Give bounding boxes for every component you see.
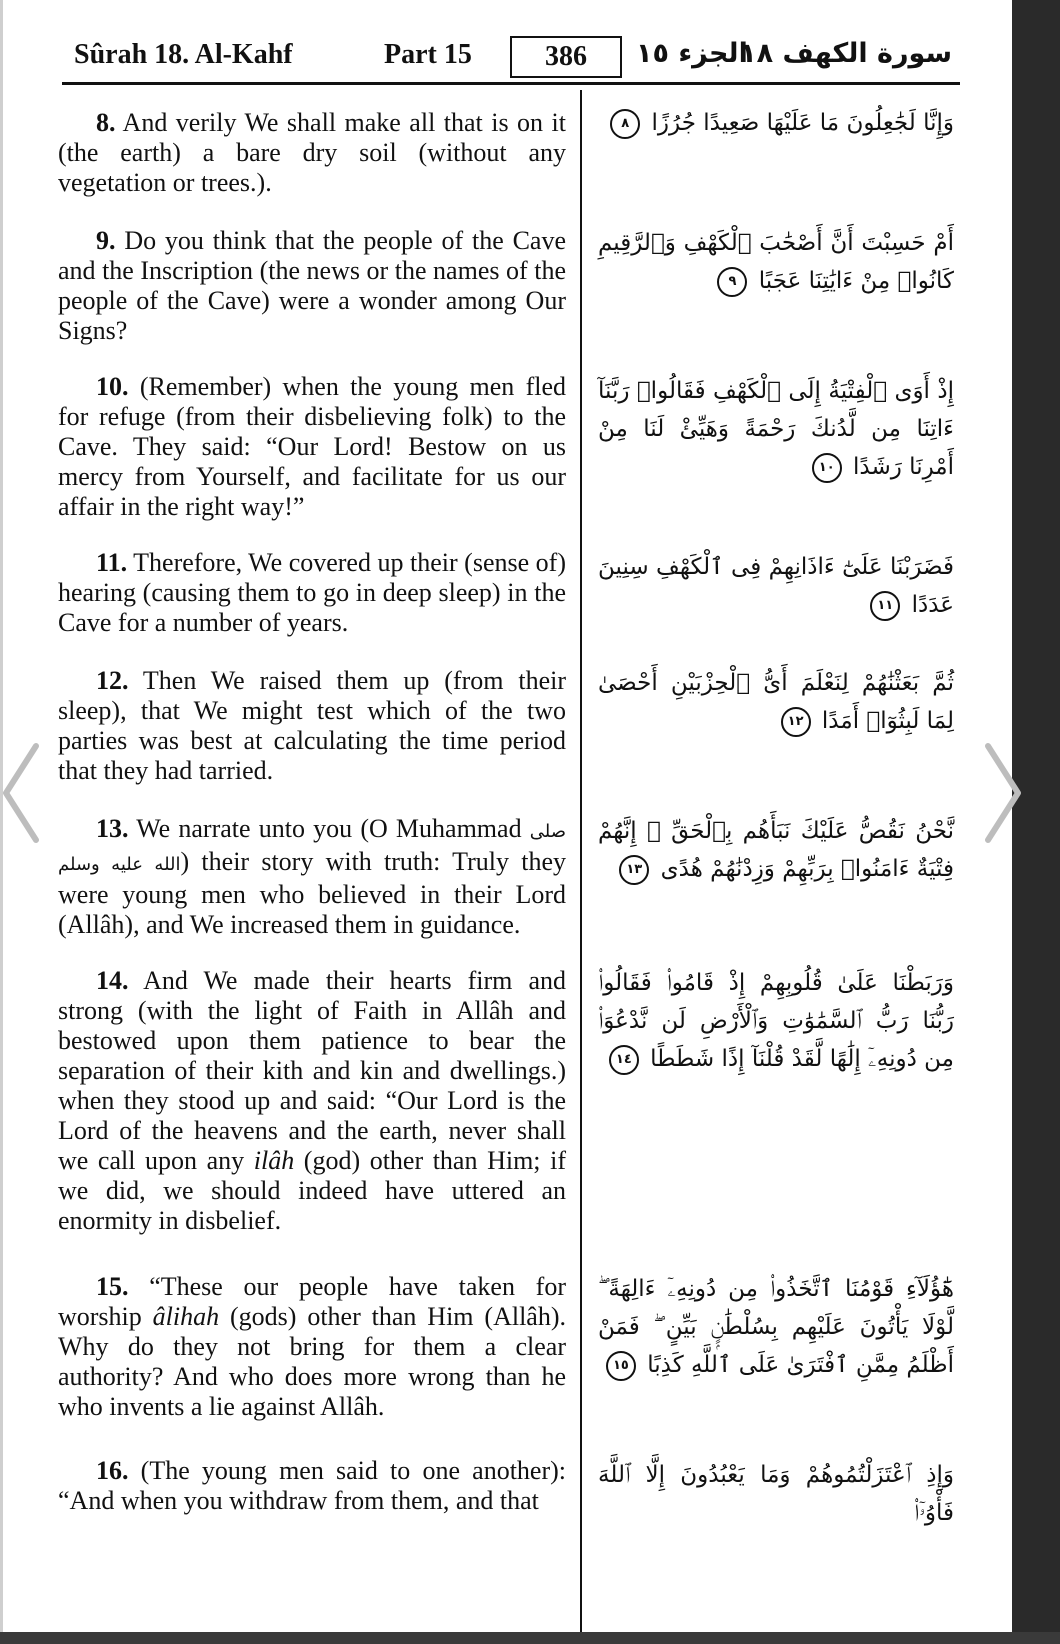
verse-number: 10. [96,372,129,401]
verse-text: “These our people have taken for worship [58,1272,566,1331]
verse-12-en [58,666,566,786]
verse-16-ar [598,1456,954,1532]
verse-11-en [58,548,566,638]
verse-text-ar: نَّحْنُ نَقُصُّ عَلَيْكَ نَبَأَهُم بِٱلْحَقِّ ۚ إِنَّهُمْ فِتْيَةٌ ءَامَنُوا۟ بِرَبِّهِمْ وَزِدْنَٰهُمْ هُدًى [598,818,954,882]
verse-8-ar [598,104,954,142]
chevron-right-icon [982,738,1024,848]
verse-text: (The young men said to one another): “And when you withdraw from them, and that [58,1456,566,1515]
ayah-marker-icon: ١٠ [812,453,842,483]
italic-term: âlihah [152,1302,220,1331]
verse-text: Do you think that the people of the Cave and the Inscription (the news or the names of the people of the Cave) were a wonder among Our Signs? [58,226,567,345]
verse-15-ar [598,1270,954,1384]
column-divider [580,90,582,1632]
ayah-marker-icon: ١٣ [619,855,649,885]
verse-number: 16. [96,1456,129,1485]
verse-10-ar [598,372,954,486]
ayah-marker-icon: ٨ [610,109,640,139]
verse-14-ar [598,964,954,1078]
verse-text-ar: هَٰٓؤُلَآءِ قَوْمُنَا ٱتَّخَذُوا۟ مِن دُونِهِۦٓ ءَالِهَةً ۖ لَّوْلَا يَأْتُونَ عَلَيْهِم بِسُلْطَٰنٍۭ بَيِّنٍ ۖ فَمَنْ أَظْلَمُ مِمَّنِ ٱفْتَرَىٰ عَلَى ٱللَّهِ كَذِبًا [598,1276,954,1378]
verse-12-ar [598,664,954,740]
next-page-button[interactable] [982,738,1024,848]
verse-number: 11. [96,548,128,577]
verse-text-ar: وَإِذِ ٱعْتَزَلْتُمُوهُمْ وَمَا يَعْبُدُونَ إِلَّا ٱللَّهَ فَأْوُۥٓا۟ [598,1462,954,1526]
verse-text: ) their story with truth: Truly they were young men who believed in their Lord (Allâh), and We increased them in guidance. [58,847,566,939]
verse-8-en [58,108,566,198]
verse-text: Then We raised them up (from their sleep), that We might test which of the two parties was best at calculating the time period that they had tarried. [58,666,566,785]
verse-number: 13. [96,814,129,843]
verse-text-ar: فَضَرَبْنَا عَلَىٰٓ ءَاذَانِهِمْ فِى ٱلْكَهْفِ سِنِينَ عَدَدًا [598,554,954,618]
part-label-en: Part 15 [384,39,472,70]
verse-number: 8. [96,108,116,137]
verse-9-ar [598,224,954,300]
verse-16-en [58,1456,566,1516]
previous-page-button[interactable] [0,738,42,848]
verse-text: (Remember) when the young men fled for refuge (from their disbelieving folk) to the Cave. They said: “Our Lord! Bestow on us mercy from Yourself, and facilitate for us our affair in the right way!” [58,372,566,521]
verse-text: (god) other than Him; if we did, we should indeed have uttered an enormity in disbelief. [58,1146,566,1235]
verse-text: We narrate unto you (O Muhammad [136,814,530,843]
surah-title-ar: سورة الكهف ١٨ [740,38,952,69]
ayah-marker-icon: ١٤ [609,1045,639,1075]
header-rule [62,82,960,85]
verse-number: 9. [96,226,116,255]
ayah-marker-icon: ١٥ [606,1351,636,1381]
verse-10-en [58,372,566,522]
verse-text: (gods) other than Him (Allâh). Why do they not bring for them a clear authority? And who does more wrong than he who invents a lie against Allâh. [58,1302,566,1421]
salawat-text: صلى الله عليه وسلم [58,821,567,875]
verse-13-en [58,814,566,940]
verse-text: And We made their hearts firm and strong (with the light of Faith in Allâh and bestowed upon them patience to bear the separation of their kith and kin and dwellings.) when they stood up and said: “Our Lord is the Lord of the heavens and the earth, never shall we call upon any [58,966,566,1175]
verse-text-ar: أَمْ حَسِبْتَ أَنَّ أَصْحَٰبَ ٱلْكَهْفِ وَٱلرَّقِيمِ كَانُوا۟ مِنْ ءَايَٰتِنَا عَجَبًا [598,230,954,294]
verse-text-ar: إِذْ أَوَى ٱلْفِتْيَةُ إِلَى ٱلْكَهْفِ فَقَالُوا۟ رَبَّنَآ ءَاتِنَا مِن لَّدُنكَ رَحْمَةً وَهَيِّئْ لَنَا مِنْ أَمْرِنَا رَشَدًا [598,378,954,480]
italic-term: ilâh [253,1146,295,1175]
verse-13-ar [598,812,954,888]
verse-text-ar: ثُمَّ بَعَثْنَٰهُمْ لِنَعْلَمَ أَىُّ ٱلْحِزْبَيْنِ أَحْصَىٰ لِمَا لَبِثُوٓا۟ أَمَدًا [598,670,954,734]
verse-number: 15. [96,1272,129,1301]
bottom-edge [0,1632,1060,1644]
verse-text: Therefore, We covered up their (sense of) hearing (causing them to go in deep sleep) in the Cave for a number of years. [58,548,566,637]
ayah-marker-icon: ٩ [717,267,747,297]
verse-text-ar: وَرَبَطْنَا عَلَىٰ قُلُوبِهِمْ إِذْ قَامُوا۟ فَقَالُوا۟ رَبُّنَا رَبُّ ٱلسَّمَٰوَٰتِ وَٱلْأَرْضِ لَن نَّدْعُوَا۟ مِن دُونِهِۦٓ إِلَٰهًا لَّقَدْ قُلْنَآ إِذًا شَطَطًا [598,970,954,1072]
page-number: 386 [510,36,622,78]
verse-15-en [58,1272,566,1422]
juz-label-ar: الجزء ١٥ [636,38,748,69]
verse-14-en [58,966,566,1236]
verse-number: 12. [96,666,129,695]
surah-title-en: Sûrah 18. Al-Kahf [74,39,293,70]
ayah-marker-icon: ١١ [870,591,900,621]
verse-11-ar [598,548,954,624]
verse-text-ar: وَإِنَّا لَجَٰعِلُونَ مَا عَلَيْهَا صَعِيدًا جُرُزًا [651,110,954,136]
verse-number: 14. [96,966,129,995]
verse-9-en [58,226,566,346]
page-header [62,32,960,88]
chevron-left-icon [0,738,42,848]
verse-text: And verily We shall make all that is on it (the earth) a bare dry soil (without any vegetation or trees.). [58,108,566,197]
ayah-marker-icon: ١٢ [781,707,811,737]
